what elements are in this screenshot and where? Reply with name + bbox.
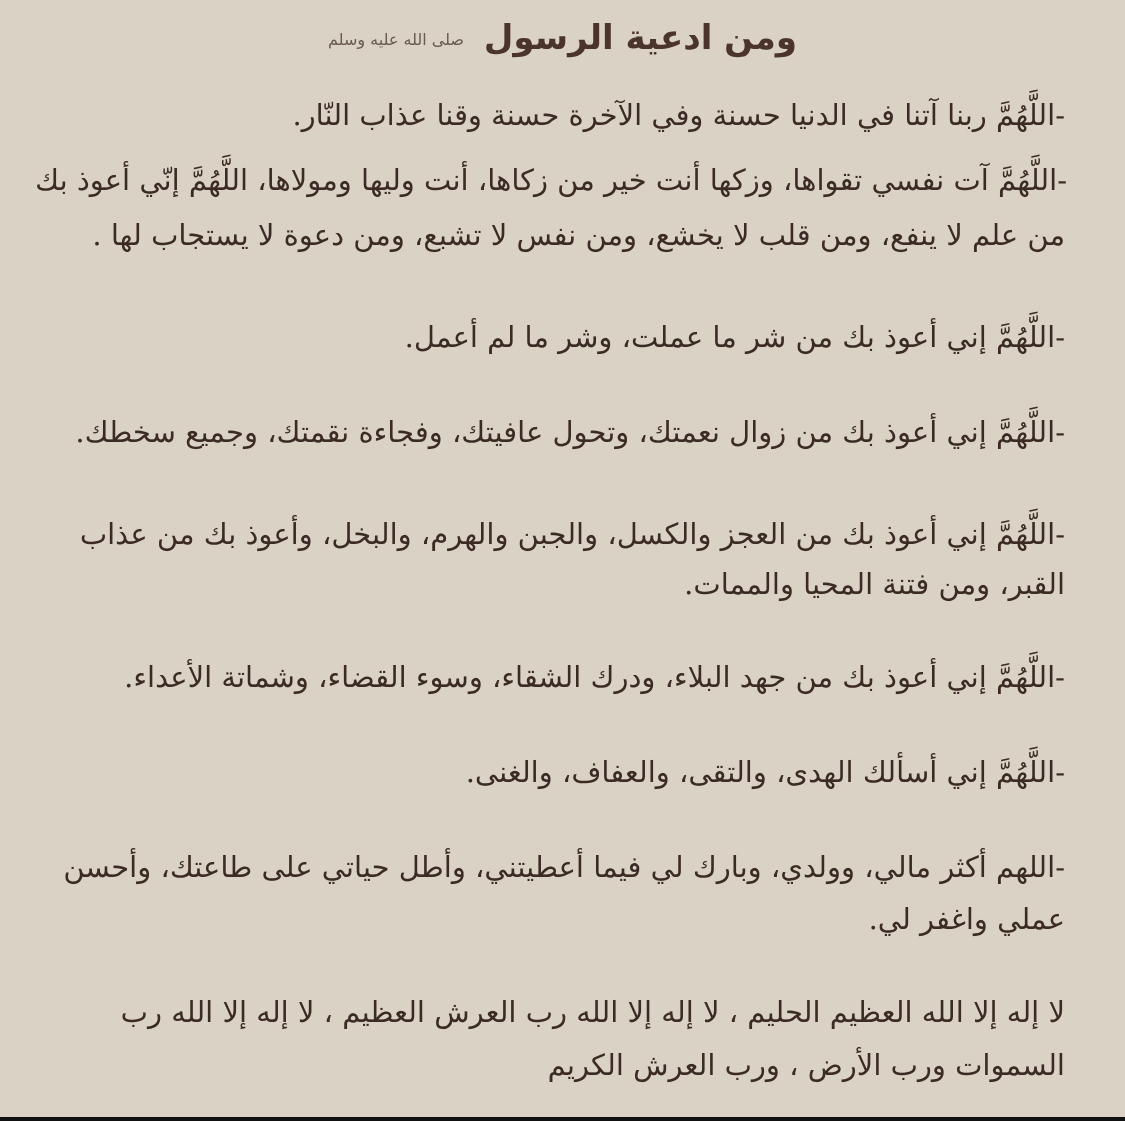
title-text: ومن ادعية الرسول [483, 18, 797, 58]
bottom-border [0, 1117, 1125, 1121]
dua-line: لا إله إلا الله العظيم الحليم ، لا إله إلا الله رب العرش العظيم ، لا إله إلا الله رب [120, 995, 1065, 1029]
dua-line: -اللَّهُمَّ إني أعوذ بك من زوال نعمتك، وتحول عافيتك، وفجاءة نقمتك، وجميع سخطك. [75, 415, 1065, 449]
dua-line: -اللَّهُمَّ ربنا آتنا في الدنيا حسنة وفي الآخرة حسنة وقنا عذاب النّار. [292, 98, 1065, 132]
dua-line: عملي واغفر لي. [868, 902, 1065, 936]
honorific-calligraphy: صلى الله عليه وسلم [328, 30, 465, 49]
dua-line: -اللَّهُمَّ إني أسألك الهدى، والتقى، والعفاف، والغنى. [465, 755, 1065, 789]
dua-line: السموات ورب الأرض ، ورب العرش الكريم [547, 1048, 1065, 1082]
dua-line: -اللَّهُمَّ إني أعوذ بك من جهد البلاء، ودرك الشقاء، وسوء القضاء، وشماتة الأعداء. [124, 660, 1065, 694]
dua-line: -اللَّهُمَّ إني أعوذ بك من العجز والكسل، والجبن والهرم، والبخل، وأعوذ بك من عذاب [79, 517, 1065, 551]
page-title [0, 18, 1125, 58]
dua-line: -اللَّهُمَّ إني أعوذ بك من شر ما عملت، وشر ما لم أعمل. [404, 320, 1065, 354]
dua-line: -اللهم أكثر مالي، وولدي، وبارك لي فيما أعطيتني، وأطل حياتي على طاعتك، وأحسن [63, 850, 1065, 884]
dua-line: القبر، ومن فتنة المحيا والممات. [684, 567, 1065, 601]
dua-line: من علم لا ينفع، ومن قلب لا يخشع، ومن نفس لا تشبع، ومن دعوة لا يستجاب لها . [92, 218, 1065, 252]
dua-line: -اللَّهُمَّ آت نفسي تقواها، وزكها أنت خير من زكاها، أنت وليها ومولاها، اللَّهُمَّ إنّي أعوذ بك [35, 163, 1067, 197]
